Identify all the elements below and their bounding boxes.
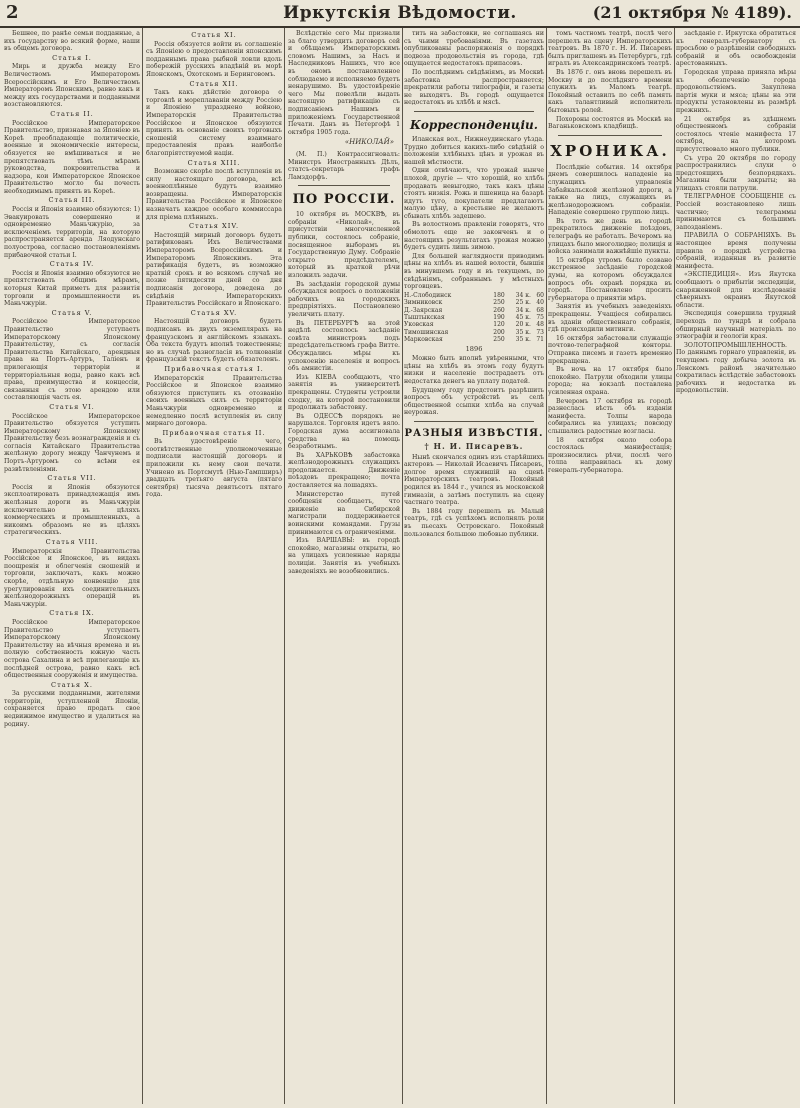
obituary-paragraph: Нынѣ скончался одинъ изъ старѣйшихъ актеровъ — Николай Исаевичъ Писаревъ, долгое время служившій на сценѣ Императорскихъ театровъ. Покойный родился въ 1844 г., учился въ московской гимназіи, а затѣмъ поступилъ на сцену частнаго театра. (404, 453, 544, 507)
page-number: 2 (6, 2, 19, 23)
column-rule (546, 28, 547, 1104)
article-text: Россія и Японія взаимно обязуются: 1) Эвакуировать совершенно и одновременно Маньчжурію, за исключеніемъ территоріи, на которую распространяется аренда Ляодунскаго полуострова, согласно постановленіямъ прибавочной статьи I. (4, 206, 140, 259)
news-paragraph: Въ ОДЕССѢ порядокъ не нарушался. Торговля идетъ вяло. Городская дума ассигновала средства на помощь безработнымъ. (288, 412, 400, 451)
imperial-signature: «НИКОЛАЙ» (344, 138, 394, 147)
article-text: Настоящій мирный договоръ будетъ ратификованъ Ихъ Величествами Императоромъ Всероссійскимъ и Императоромъ Японскимъ. Эта ратификація будетъ, въ возможно краткій срокъ и во всякомъ случаѣ не позже пятидесяти дней со дня подписанія договора, доведена до свѣдѣнія Императорскихъ Правительствъ Россійскаго и Японскаго. (146, 231, 282, 308)
table-cell: Уковская (404, 321, 434, 329)
news-paragraph: Въ ХАРЬКОВѢ забастовка желѣзнодорожныхъ служащихъ продолжается. Движеніе поѣздовъ прекращено; почта доставляется на лошадяхъ. (288, 451, 400, 490)
article-heading: Статья XII. (189, 79, 239, 88)
treaty-article (146, 430, 282, 499)
section-heading-po-rossii: ПО РОССІИ. (292, 192, 396, 208)
section-heading-korrespondentsii: Корреспонденціи. (410, 117, 538, 132)
table-cell: 260 (493, 306, 505, 314)
table-cell: 180 (493, 291, 505, 299)
chronicle-paragraph: Экспедиція совершила трудный переходъ по тундрѣ и собрала обширный научный матеріалъ по этнографіи и геологіи края. (676, 310, 796, 341)
masthead (0, 0, 800, 28)
obituary-paragraph: томъ частномъ театрѣ, послѣ чего перешелъ на сцену Императорскихъ театровъ. Въ 1870 г. Н. И. Писаревъ былъ приглашенъ въ Петербургъ, гдѣ игралъ въ Александринскомъ театрѣ. (548, 30, 672, 68)
countersignature: (М. П.) Контрассигновалъ: Министръ Иностранныхъ Дѣлъ, статсъ-секретарь графъ Ламздорфъ. (288, 150, 400, 181)
table-row (404, 314, 544, 321)
table-cell: 250 (493, 299, 505, 307)
article-heading: Статья IV. (49, 260, 95, 269)
column-rule (142, 28, 143, 1104)
news-paragraph: тить на забастовки, не соглашаясь ни съ чьими требованіями. Въ газетахъ опубликованы распоряженія о порядкѣ подвоза продовольствія въ города, гдѣ ощущается недостатокъ припасовъ. (404, 30, 544, 68)
news-paragraph: Въ ПЕТЕРБУРГѢ на этой недѣлѣ состоялось засѣданіе совѣта министровъ подъ предсѣдательствомъ графа Витте. Обсуждались мѣры къ успокоенію населенія и вопросъ объ амнистіи. (288, 319, 400, 373)
article-text: Россійское Императорское Правительство обязуется уступить Императорскому Японскому Правительству безъ вознагражденія и съ согласія Китайскаго Правительства желѣзную дорогу между Чанчунемъ и Портъ-Артуромъ со всѣми ея развѣтвленіями. (4, 412, 140, 473)
article-heading: Статья III. (48, 196, 96, 205)
table-cell: 71 (536, 336, 544, 344)
chronicle-paragraph: Съ утра 20 октября по городу распространились слухи о предстоящихъ безпорядкахъ. Магазины были закрыты; на улицахъ стояли патрули. (676, 154, 796, 192)
column-2 (146, 30, 282, 1100)
article-heading: Статья V. (51, 308, 93, 317)
table-cell: 200 (493, 328, 505, 336)
table-cell: 73 (536, 328, 544, 336)
article-heading: Прибавочная статья II. (162, 428, 266, 437)
column-rule (402, 28, 403, 1104)
table-cell: Марковская (404, 336, 443, 344)
chronicle-paragraph: Вечеромъ 17 октября въ городѣ разнеслась вѣсть объ изданіи манифеста. Толпы народа собирались на улицахъ; повсюду слышались радостные возгласы. (548, 397, 672, 435)
article-text: Настоящій договоръ будетъ подписанъ въ двухъ экземплярахъ на французскомъ и англійскомъ языкахъ. Оба текста будутъ вполнѣ тожественны; но въ случаѣ разногласія въ толкованіи французскій текстъ будетъ обязателенъ. (146, 318, 282, 364)
news-paragraph: Изъ ВАРШАВЫ: въ городѣ спокойно, магазины открыты, но на улицахъ усиленные наряды полиціи. Занятія въ учебныхъ заведеніяхъ не возобновились. (288, 537, 400, 575)
table-cell: 68 (536, 306, 544, 314)
table-cell: 34 к. (515, 291, 531, 299)
ratification-text: Вслѣдствіе сего Мы признали за благо утвердить договоръ сей и обѣщаемъ Императорскимъ словомъ Нашимъ, за Насъ и Наследниковъ Нашихъ, что все въ ономъ постановленное соблюдаемо и исполняемо будетъ ненарушимо. Въ удостовѣреніе чего Мы повелѣли выдать настоящую ратификацію съ подписаніемъ Нашимъ и приложеніемъ Государственной Печати. Данъ въ Петергофѣ 1 октября 1905 года. (288, 30, 400, 136)
treaty-article (4, 197, 140, 259)
table-cell: 45 к. (515, 314, 531, 322)
table-cell: Тимошинская (404, 328, 449, 336)
column-1 (4, 30, 140, 1100)
separator (298, 185, 390, 186)
column-rule (284, 28, 285, 1104)
article-heading: Статья IX. (49, 609, 95, 618)
column-rule (674, 28, 675, 1104)
chronicle-paragraph: Въ ночь на 17 октября было спокойно. Патрули обходили улицы города; на вокзалѣ поставлена усиленная охрана. (548, 366, 672, 396)
article-heading: Статья XI. (191, 31, 237, 39)
column-3 (288, 30, 400, 1100)
correspondence-paragraph: Для большей наглядности приводимъ цѣны на хлѣбъ въ нашей волости, бывшія въ минувшемъ году и въ текущемъ, по свѣдѣніямъ, собраннымъ у мѣстныхъ торговцевъ. (404, 252, 544, 291)
column-5 (548, 30, 672, 1100)
article-text: Россія и Японія обязуются эксплоатировать принадлежащія имъ желѣзныя дороги въ Маньчжуріи исключительно въ цѣляхъ коммерческихъ и промышленныхъ, а никоимъ образомъ не въ цѣляхъ стратегическихъ. (4, 483, 140, 537)
table-row (404, 329, 544, 336)
article-heading: Прибавочная статья I. (164, 364, 264, 373)
chronicle-paragraph: 18 октября около собора состоялась манифестація; произносились рѣчи, послѣ чего толпа направилась къ дому генералъ-губернатора. (548, 436, 672, 474)
section-heading-khronika: ХРОНИКА. (550, 141, 670, 160)
news-paragraph: Изъ КІЕВА сообщаютъ, что занятія въ университетѣ прекращены. Студенты устроили сходку, на которой постановили продолжать забастовку. (288, 373, 400, 412)
table-cell: 48 (536, 321, 544, 329)
treaty-article (4, 261, 140, 308)
table-cell: 40 (536, 299, 544, 307)
chronicle-paragraph: Въ тотъ же день въ городѣ прекратилось движеніе поѣздовъ, телеграфъ не работалъ. Вечеромъ на улицахъ было многолюдно; полиція и войска занимали важнѣйшіе пункты. (548, 217, 672, 256)
treaty-lead: Бешнее, по ранѣе семьи подданные, а ихъ государству во всякий форме, наши въ общемъ договора. (4, 30, 140, 53)
table-cell: Тыштыкская (404, 314, 445, 322)
treaty-article (146, 81, 282, 158)
table-cell: Н.-Слободинск (404, 291, 452, 299)
separator (414, 111, 534, 112)
treaty-article (4, 55, 140, 109)
treaty-article (4, 111, 140, 196)
treaty-article (4, 310, 140, 402)
chronicle-paragraph: 21 октября въ здѣшнемъ общественномъ собраніи состоялось чтеніе манифеста 17 октября, на которомъ присутствовало много публики. (676, 115, 796, 153)
table-cell: 25 к. (515, 299, 531, 307)
article-text: Россійское Императорское Правительство уступаетъ Императорскому Японскому Правительству, съ согласія Правительства Китайскаго, арендныя права на Портъ-Артуръ, Таліенъ и прилегающія территоріи и территоріальныя воды, равно какъ всѣ права, преимущества и концессіи, связанныя съ этою арендою или составляющія часть ея. (4, 318, 140, 402)
chronicle-paragraph: Городская управа приняла мѣры къ обезпеченію города продовольствіемъ. Закуплена партія муки и мяса; цѣны на эти продукты установлены въ размѣрѣ прежнихъ. (676, 68, 796, 114)
table-cell: 35 к. (515, 336, 531, 344)
column-6 (676, 30, 796, 1100)
table-cell: 34 к. (515, 306, 531, 314)
chronicle-paragraph: ЗОЛОТОПРОМЫШЛЕННОСТЬ. По даннымъ горнаго управленія, въ текущемъ году добыча золота въ Ленскомъ районѣ значительно сократилась вслѣдствіе забастовокъ рабочихъ и недостатка въ продовольствіи. (676, 341, 796, 395)
treaty-article (146, 310, 282, 364)
chronicle-paragraph: Занятія въ учебныхъ заведеніяхъ прекращены. Учащіеся собирались въ зданіи общественнаго собранія, гдѣ происходили митинги. (548, 303, 672, 334)
obituary-paragraph: Въ 1876 г. онъ вновь перешелъ въ Москву и до послѣдняго времени служилъ въ Маломъ театрѣ. Покойный оставилъ по себѣ память какъ талантливый исполнитель бытовыхъ ролей. (548, 68, 672, 114)
correspondence-paragraph: Въ волостномъ правленіи говорятъ, что обмолотъ еще не законченъ и о настоящихъ результатахъ урожая можно будетъ судить лишь зимою. (404, 221, 544, 252)
article-heading: Статья II. (50, 109, 94, 118)
chronicle-paragraph: 16 октября забастовали служащіе почтово-телеграфной конторы. Отправка писемъ и газетъ временно прекращена. (548, 334, 672, 365)
section-heading-raznyya-izvestiya: РАЗНЫЯ ИЗВѢСТІЯ. (404, 428, 544, 439)
news-paragraph: 10 октября въ МОСКВѢ, въ собраніи «Николай», въ присутствіи многочисленной публики, состоялось собраніе, посвященное выборамъ въ Государственную Думу. Собраніе открыто предсѣдателемъ, который въ краткой рѣчи изложилъ задачи. (288, 211, 400, 280)
chronicle-paragraph: «ЭКСПЕДИЦІЯ». Изъ Якутска сообщаютъ о прибытіи экспедиціи, снаряженной для изслѣдованія сѣверныхъ окраинъ Якутской области. (676, 271, 796, 309)
table-cell: 35 к. (515, 328, 531, 336)
table-row (404, 292, 544, 299)
article-heading: Статья VIII. (45, 538, 99, 546)
article-heading: Статья XIV. (188, 222, 240, 231)
treaty-article (146, 32, 282, 79)
grain-price-table (404, 292, 544, 344)
article-text: Россійское Императорское Правительство, признавая за Японіею въ Кореѣ преобладающіе политическіе, военные и экономическіе интересы, обязуется не вмѣшиваться и не препятствовать тѣмъ мѣрамъ руководства, покровительства и надзора, кои Императорское Японское Правительство могло бы почесть необходимымъ принять въ Кореѣ. (4, 119, 140, 195)
news-paragraph: Министерство путей сообщенія сообщаетъ, что движеніе на Сибирской магистрали поддерживается воинскими командами. Грузы принимаются съ ограниченіями. (288, 490, 400, 536)
article-text: Россія обязуется войти въ соглашеніе съ Японіею о предоставленіи японскимъ подданнымъ права рыбной ловли вдоль побережій русскихъ владѣній въ морѣ Японскомъ, Охотскомъ и Беринговомъ. (146, 40, 282, 78)
treaty-article (146, 366, 282, 428)
table-cell: 120 (493, 321, 505, 329)
separator (558, 135, 662, 136)
obituary-paragraph: Въ 1884 году перешелъ въ Малый театръ, гдѣ съ успѣхомъ исполнялъ роли въ пьесахъ Островскаго. Покойный пользовался большою любовью публики. (404, 507, 544, 538)
article-text: Мирь и дружба между Его Величествомъ Императоромъ Всероссійскимъ и Его Величествомъ Императоромъ Японскимъ, равно какъ и между ихъ государствами и подданными возстановляются. (4, 63, 140, 109)
treaty-article (4, 682, 140, 729)
separator (414, 421, 534, 422)
article-heading: Статья XV. (190, 308, 238, 317)
chronicle-paragraph: засѣданіе г. Иркутска обратиться къ генералъ-губернатору съ просьбою о разрѣшеніи свободныхъ собраній и объ освобожденіи арестованныхъ. (676, 30, 796, 68)
article-text: Въ удостовѣреніе чего, соотвѣтственные уполномоченные подписали настоящій договоръ и приложили къ нему свои печати. Учинено въ Портсмутѣ (Нью-Гампширъ) двадцать третьяго августа (пятаго сентября) тысяча девятьсотъ пятаго года. (146, 438, 282, 499)
newspaper-title: Иркутскія Вѣдомости. (283, 3, 517, 23)
treaty-article (4, 475, 140, 537)
correspondence-paragraph: Будущему году предстоитъ разрѣшить вопросъ объ устройствѣ въ селѣ общественной ссыпки хлѣба на случай неурожая. (404, 386, 544, 417)
obituary-title: † Н. И. Писаревъ. (424, 441, 524, 451)
table-cell: 75 (536, 314, 544, 322)
table-year: 1896 (465, 344, 483, 353)
news-paragraph: По послѣднимъ свѣдѣніямъ, въ Москвѣ забастовка распространяется; прекратили работы типографіи, и газеты не выходятъ. Въ городѣ ощущается недостатокъ въ хлѣбѣ и мясѣ. (404, 68, 544, 107)
article-text: За русскими подданными, жителями территоріи, уступленной Японіи, сохраняется право продать свое недвижимое имущество и удалиться на родину. (4, 690, 140, 728)
treaty-article (146, 223, 282, 308)
treaty-article (4, 539, 140, 608)
table-cell: 190 (493, 314, 505, 322)
chronicle-paragraph: ПРАВИЛА О СОБРАНІЯХЪ. Въ настоящее время получены правила о порядкѣ устройства собраній, изданныя въ развитіе манифеста. (676, 232, 796, 270)
article-heading: Статья I. (52, 53, 92, 62)
article-heading: Статья VII. (47, 474, 97, 483)
article-text: Императорскія Правительства Россійское и Японское, въ видахъ поощренія и облегченія сношеній и торговли, заключатъ, какъ можно скорѣе, отдѣльную конвенцію для урегулированія ихъ соединительныхъ желѣзнодорожныхъ операцій въ Маньчжуріи. (4, 547, 140, 608)
table-cell: 60 (536, 291, 544, 299)
article-heading: Статья X. (51, 680, 93, 689)
table-row (404, 321, 544, 328)
article-heading: Статья VI. (49, 402, 95, 411)
correspondence-paragraph: Одни отвѣчаютъ, что урожай нынче плохой, другіе — что хорошій, но хлѣбъ продавать невыгодно, такъ какъ цѣны стоятъ низкія. Рожь и пшеница на базарѣ идутъ туго, покупатели предлагаютъ малую цѣну, а крестьяне не желаютъ сбывать хлѣбъ задешево. (404, 167, 544, 220)
treaty-article (146, 160, 282, 222)
article-text: Россійское Императорское Правительство уступаетъ Императорскому Японскому Правительству на вѣчныя времена и въ полную собственность южную часть острова Сахалина и всѣ прилегающіе къ послѣдней острова, равно какъ всѣ общественныя сооруженія и имущества. (4, 618, 140, 680)
table-cell: 20 к. (515, 321, 531, 329)
column-4 (404, 30, 544, 1100)
table-row (404, 336, 544, 343)
issue-date-number: (21 октября № 4189). (592, 3, 792, 22)
table-cell: Зимниковск (404, 299, 443, 307)
article-text: Императорскія Правительства Россійское и Японское взаимно обязуются приступить къ отозванію своихъ военныхъ силъ съ территоріи Маньчжуріи одновременно и немедленно послѣ вступленія въ силу мирнаго договора. (146, 374, 282, 428)
table-cell: Д.-Заярская (404, 306, 443, 314)
table-row (404, 299, 544, 306)
chronicle-paragraph: ТЕЛЕГРАФНОЕ СООБЩЕНІЕ съ Россіей возстановлено лишь частично; телеграммы принимаются съ большимъ запозданіемъ. (676, 193, 796, 231)
article-text: Россія и Японія взаимно обязуются не препятствовать общимъ мѣрамъ, которыя Китай приметъ для развитія торговли и промышленности въ Маньчжуріи. (4, 269, 140, 308)
chronicle-paragraph: Послѣдніе события. 14 октября днемъ совершилось нападеніе на служащихъ управленія Забайкальской желѣзной дороги, а также на лицъ, служащихъ въ желѣзнодорожномъ собраніи. Нападеніе совершено группою лицъ. (548, 163, 672, 217)
correspondence-paragraph: Можно быть вполнѣ увѣренными, что цѣны на хлѣбъ въ этомъ году будутъ низки и населеніе пострадаетъ отъ недостатка денегъ на уплату податей. (404, 355, 544, 386)
treaty-article (4, 610, 140, 679)
table-row (404, 307, 544, 314)
chronicle-paragraph: 15 октября утромъ было созвано экстренное засѣданіе городской думы, на которомъ обсуждался вопросъ объ охранѣ порядка въ городѣ. Постановлено просить губернатора о принятіи мѣръ. (548, 256, 672, 302)
table-cell: 250 (493, 336, 505, 344)
correspondence-lead: Иланская вол., Нижнеудинскаго уѣзда. Трудно добиться какихъ-либо свѣдѣній о положеніи хлѣбныхъ цѣнъ и урожая въ нашей мѣстности. (404, 135, 544, 166)
obituary-paragraph: Похороны состоятся въ Москвѣ на Ваганьковскомъ кладбищѣ. (548, 115, 672, 131)
treaty-article (4, 404, 140, 473)
news-paragraph: Въ засѣданіи городской думы обсуждался вопросъ о положеніи рабочихъ на городскихъ предпріятіяхъ. Постановлено увеличить плату. (288, 280, 400, 318)
article-heading: Статья XIII. (187, 158, 241, 167)
article-text: Возможно скорѣе послѣ вступленія въ силу настоящаго договора, всѣ военноплѣнные будутъ взаимно возвращены. Императорскія Правительства Россійское и Японское назначатъ каждое особаго коммиссара для пріема плѣнныхъ. (146, 168, 282, 221)
article-text: Такъ какъ дѣйствіе договора о торговлѣ и мореплаваніи между Россіею и Японіею упразднено войною, Императорскія Правительства Россійское и Японское обязуются принять въ основаніе своихъ торговыхъ сношеній систему взаимнаго предоставленія правъ наиболѣе благопріятствуемой націи. (146, 89, 282, 157)
